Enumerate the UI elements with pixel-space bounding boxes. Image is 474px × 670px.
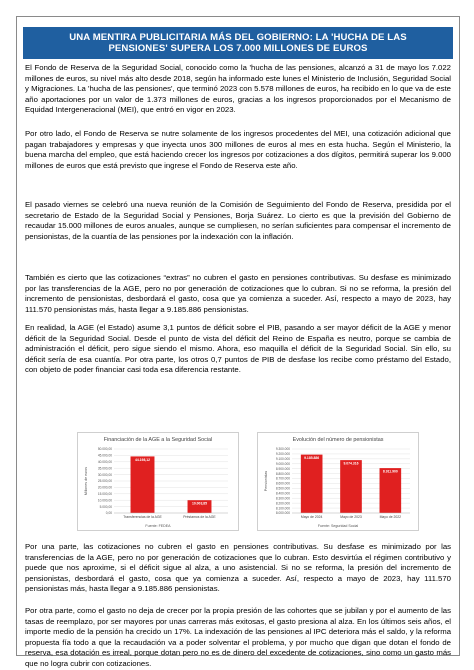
bar-value-label: 9.185.886 <box>304 456 320 461</box>
y-tick-label: 8.500.000 <box>275 486 290 491</box>
y-tick-label: 15.000,00 <box>97 492 112 496</box>
y-tick-label: 45.000,00 <box>97 453 112 458</box>
pensioners-chart-svg <box>258 433 418 530</box>
y-tick-label: 8.100.000 <box>275 506 290 511</box>
paragraph-4: También es cierto que las cotizaciones “extras” no cubren el gasto en pensiones contributivas. Su desfase es minimizado por las transferencias de la AGE, pero no por generación de cotizaciones que lo cubran. Si no se reforma, la presión del incremento de pensionistas, desbordará el gasto, cosa que ya comienza a suceder. Así, respecto a mayo de 2023, hay 111.570 pensionistas más, hasta llegar a 9.185.886 pensionistas. <box>25 273 451 314</box>
bar <box>301 455 323 513</box>
y-tick-label: 10.000,00 <box>97 498 112 503</box>
x-category-label: Transferencias de la AGE <box>123 515 162 519</box>
paragraph-5: En realidad, la AGE (el Estado) asume 3,1 puntos de déficit sobre el PIB, pasando a ser mayor déficit de la AGE y menor déficit de la Seguridad Social. Desde el punto de vista del déficit del Reino de España es neutro, porque se cambia de administración el déficit, pero sigue siendo el mismo. Ahora, eso maquilla el déficit de la Seguridad Social. Sin ello, su déficit sería de esa cuantía. Por otra parte, los otros 0,7 puntos de PIB de desfase los recibe como préstamo del Estado, con objeto de poder financiar casi toda esa diferencia restante. <box>25 323 451 375</box>
y-tick-label: 9.300.000 <box>275 447 290 452</box>
x-category-label: Préstamos de la AGE <box>183 515 216 519</box>
y-tick-label: 8.600.000 <box>275 481 290 486</box>
chart-title: Evolución del número de pensionistas <box>292 437 384 443</box>
y-tick-label: 8.900.000 <box>275 466 290 471</box>
chart-title: Financiación de la AGE a la Seguridad Social <box>103 437 213 443</box>
y-axis-label: Pensionistas <box>264 470 268 492</box>
title-line-2: PENSIONES' SUPERA LOS 7.000 MILLONES DE EUROS <box>108 43 368 54</box>
x-category-label: Mayo de 2023 <box>340 515 362 519</box>
article-title <box>23 27 453 59</box>
paragraph-2: Por otro lado, el Fondo de Reserva se nutre solamente de los ingresos procedentes del MEI, una cotización adicional que pagan trabajadores y empresas y que inyecta unos 300 millones de euros al mes en esta hucha. Según el Ministerio, la buena marcha del empleo, que está haciendo crecer los ingresos por cotizaciones a dos dígitos, permitirá superar los 9.000 millones de euros que está previsto que ingrese el Fondo de Reserva este año. <box>25 129 451 170</box>
age-financing-chart <box>77 432 239 531</box>
chart-source: Fuente: Seguridad Social <box>317 524 359 528</box>
y-tick-label: 20.000,00 <box>97 485 112 490</box>
x-category-label: Mayo de 2022 <box>379 515 402 519</box>
y-tick-label: 9.200.000 <box>275 452 290 457</box>
chart-source: Fuente: FEDEA <box>145 524 171 528</box>
y-tick-label: 5.000,00 <box>99 504 112 509</box>
paragraph-3: El pasado viernes se celebró una nueva reunión de la Comisión de Seguimiento del Fondo de Reserva, presidida por el secretario de Estado de la Seguridad Social y Pensiones, Borja Suárez. Lo cierto es que la previsión del Gobierno de recaudar 15.000 millones de euros anuales, aunque se cumpliesen, no serían suficientes para compensar el incremento de pensionistas, de la cuantía de las pensiones por la indexación con la inflación. <box>25 200 451 241</box>
y-tick-label: 35.000,00 <box>97 466 112 471</box>
y-tick-label: 9.000.000 <box>275 461 290 466</box>
bar-value-label: 44.198,12 <box>134 457 151 462</box>
y-tick-label: 40.000,00 <box>97 460 112 464</box>
bar <box>380 468 402 513</box>
bar <box>340 460 362 513</box>
y-tick-label: 8.300.000 <box>275 496 290 501</box>
y-tick-label: 50.000,00 <box>97 447 112 452</box>
paragraph-7: Por otra parte, como el gasto no deja de crecer por la propia presión de las cohortes que se jubilan y por el aumento de las tasas de reemplazo, por ser mayores por unas carreras más exitosas, el gasto presiona al alza. En los últimos seis años, el importe medio de la pensión ha crecido un 17%. La indexación de las pensiones al IPC deteriora más el saldo, y la reforma propuesta fía todo a que la recaudación va a poder solventar el problema, y por mucho que digan que dotan el fondo de reserva, esa dotación es irreal, porque dotan pero no es de dinero del excedente de cotizaciones, sino como un gasto más que no logra cubrir con cotizaciones. <box>25 606 451 668</box>
y-tick-label: 8.400.000 <box>275 491 290 496</box>
y-tick-label: 8.000.000 <box>275 511 290 516</box>
bar-value-label: 8.911.900 <box>382 469 398 474</box>
y-axis-label: Millones de euros <box>84 466 88 496</box>
bar-value-label: 9.074.316 <box>343 461 359 466</box>
y-tick-label: 9.100.000 <box>275 457 290 462</box>
y-tick-label: 8.700.000 <box>275 476 290 481</box>
y-tick-label: 30.000,00 <box>97 472 112 477</box>
x-category-label: Mayo de 2024 <box>300 515 323 519</box>
y-tick-label: 25.000,00 <box>97 479 112 484</box>
y-tick-label: 8.200.000 <box>275 501 290 506</box>
bar-value-label: 10.003,85 <box>191 501 208 506</box>
y-tick-label: 0,00 <box>105 511 112 516</box>
paragraph-6: Por una parte, las cotizaciones no cubren el gasto en pensiones contributivas. Su desfase es minimizado por las transferencias de la AGE, pero no por generación de cotizaciones que lo cubran. Esto desvirtúa el régimen contributivo y puede que nos aproxime, si el déficit sigue al alza, a uno asistencial. Si no se reforma, la presión del incremento de pensionistas, desbordará el gasto, cosa que ya comienza a suceder. Así, respecto a mayo de 2023, hay 111.570 pensionistas más, hasta llegar a 9.185.886 pensionistas. <box>25 542 451 594</box>
document-page <box>16 16 460 668</box>
age-financing-chart-svg <box>78 433 238 530</box>
y-tick-label: 8.800.000 <box>275 471 290 476</box>
paragraph-1: El Fondo de Reserva de la Seguridad Social, conocido como la 'hucha de las pensiones, alcanzó a 31 de mayo los 7.022 millones de euros, su nivel más alto desde 2018, según ha informado este lunes el Ministerio de Inclusión, Seguridad Social y Migraciones. La 'hucha de las pensiones', que terminó 2023 con 5.578 millones de euros, ha recibido en lo que va de este año aportaciones por un valor de 1.373 millones de euros, gracias a los ingresos proporcionados por el Mecanismo de Equidad Intergeneracional (MEI), que entró en vigor en 2023. <box>25 63 451 115</box>
title-line-1: UNA MENTIRA PUBLICITARIA MÁS DEL GOBIERNO: LA 'HUCHA DE LAS <box>69 32 407 43</box>
bar <box>131 456 155 513</box>
pensioners-chart <box>257 432 419 531</box>
